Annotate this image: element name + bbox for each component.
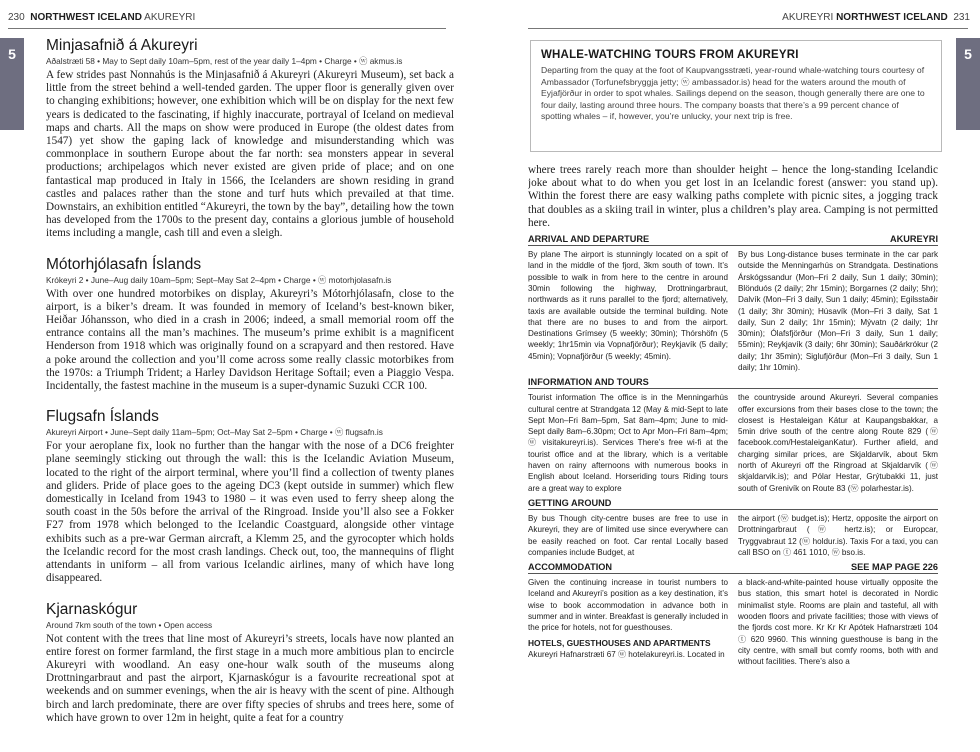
section-body: For your aeroplane fix, look no further than the hangar with the nose of a DC6 freighter plane seemingly sticking out through the wall: this is the Icelandic Aviation Museum, located to the right of the airport terminal, where you’ll find a collection of twenty planes and gliders. Pride of place goes to the ageing DC3 (kept outside in summer) which flew domestically in Iceland from 1943 to 1980 – it was even used to ferry sheep along the south coast in the 50s before the arrival of the Ringroad. Inside you’ll also see a Fokker F27 from 1978 which belonged to the Icelandic Coastguard, alongside other vintage exhibits such as a pre-war German aircraft, a Klemm 25, and the gyrocopter which holds the Icelandic record for the most crash landings. Check out, too, the mannequins of flight attendants in uniform – all from various Icelandic airlines, many of which have long disappeared.: [46, 440, 454, 585]
accommodation-col-1: Given the continuing increase in tourist numbers to Iceland and Akureyri’s position as a key destination, it’s wise to book accommodation in advance both in summer and in winter. Breakfast is generally included in the price for hotels, not for guesthouses.: [528, 578, 728, 633]
info-heading: INFORMATION AND TOURS: [528, 377, 938, 389]
arrival-col-2: By bus Long-distance buses terminate in the car park outside the Menningarhús on Strandgata. Destinations Árskógssandur (Mon–Fri 2 daily, Sun 1 daily; 30min); Blönduós (2 daily; 2hr 15min); Borgarnes (2 daily; 5hr); Dalvík (Mon–Fri 3 daily, Sun 1 daily; 45min); Egilsstaðir (1 daily; 3hr 30min); Húsavík (Mon–Fri 3 daily, Sat 1 daily, Sun 2 daily; 1hr 15min); Mývatn (2 daily; 1hr 30min); Ólafsfjörður (Mon–Fri 3 daily, Sun 1 daily; 55min); Reykjavík (3 daily; 6hr 30min); Sauðárkrókur (2 daily; 1hr 35min); Siglufjörður (Mon–Fri 3 daily, Sun 1 daily; 1hr 10min).: [738, 250, 938, 372]
getting-col-1: By bus Though city-centre buses are free to use in Akureyri, they are of limited use since everywhere can be easily reached on foot. Car rental Locally based companies include Budget, at: [528, 513, 728, 557]
right-column: [528, 164, 938, 750]
left-header-rule: [8, 28, 446, 29]
box-title: WHALE-WATCHING TOURS FROM AKUREYRI: [541, 49, 799, 61]
whale-watching-box: [530, 40, 942, 152]
right-header-region: NORTHWEST ICELAND: [836, 12, 948, 23]
section-title: Kjarnaskógur: [46, 600, 138, 618]
getting-heading: GETTING AROUND: [528, 498, 938, 510]
section-meta: Akureyri Airport • June–Sept daily 11am–5pm; Oct–May Sat 2–5pm • Charge • ⓦ flugsafn.is: [46, 427, 383, 438]
arrival-col-1: By plane The airport is stunningly located on a spit of land in the middle of the fjord, 3km south of town. It’s possible to walk in from here to the centre in around 30min following the highway, Drottningarbraut, northwards as it runs parallel to the fjord; alternatively, taxis are available outside the terminal building. Note that there are no buses to and from the airport. Destinations Grímsey (5 weekly; 30min); Thórshöfn (5 weekly; 1hr15min via Vopnafjörður); Reykjavík (5 daily; 45min); Vopnafjörður (5 weekly; 45min).: [528, 250, 728, 361]
left-running-header: [8, 12, 195, 23]
left-page-number: 230: [8, 12, 25, 23]
section-body: A few strides past Nonnahús is the Minjasafnið á Akureyri (Akureyri Museum), set back a little from the street behind a well-tended garden. The upper floor is generally given over to changing exhibitions; however, one exhibition which will be on display for the next few years is dedicated to the fascinating, if highly inaccurate, portrayal of Iceland on medieval maps and charts. All the maps on show were produced in Europe (the oldest dates from 1547) yet show the gaping lack of knowledge and misunderstanding which was commonplace in southern Europe about the far north: sea monsters appear in several productions; archipelagos which never existed are given pride of place; and on one fantastical map produced in Italy in 1566, the Icelanders are shown residing in grand castles and palaces rather than the stone and turf huts which prevailed at that time. Downstairs, an exhibition entitled “Akureyri, the town by the bay”, detailing how the town has developed from the 1700s to the present day, contains a glorious jumble of household items including a mangle, cash till and even a sleigh.: [46, 69, 454, 240]
arrival-heading: ARRIVAL AND DEPARTURE AKUREYRI: [528, 234, 938, 245]
left-chapter-tab: 5: [0, 38, 24, 130]
section-meta: Around 7km south of the town • Open access: [46, 619, 213, 630]
info-col-2: the countryside around Akureyri. Several companies offer excursions from their bases close to the town; the closest is Hestaleigan Kátur at Kaupangsbakkar, a 5min drive south of the centre along Route 829 (ⓦ facebook.com/HestaleiganKatur). Further afield, and charging similar prices, are Skjaldarvík, about 5km north of Akureyri off the Ringroad at Skjaldarvík (ⓦ skjaldarvik.is); and Pólar Hestar, Grýtubakki 11, just south of Grenivík on Route 83 (ⓦ polarhestar.is).: [738, 393, 938, 493]
right-header-town: AKUREYRI: [782, 12, 834, 23]
arrival-columns: [528, 249, 938, 373]
accommodation-col-1b: Akureyri Hafnarstræti 67 ⓦ hotelakureyri.is. Located in: [528, 649, 725, 659]
info-columns: [528, 392, 938, 494]
accommodation-col-2: a black-and-white-painted house virtually opposite the bus station, this smart hotel is decorated in Nordic minimalist style. Rooms are plain and tasteful, all with wooden floors and private facilities; those with views of the fjords cost more. Kr Kr Kr Apótek Hafnarstræti 104 ⓣ 620 9960. This winning guesthouse is bang in the city centre, with small but comfy rooms, both with and without facilities. There’s also a: [738, 578, 938, 667]
section-title: Mótorhjólasafn Íslands: [46, 255, 202, 273]
continuation-text: where trees rarely reach more than shoulder height – hence the long-standing Icelandic joke about what to do when you get lost in an Icelandic forest (answer: you stand up). Within the forest there are easy walking paths complete with picnic sites, a jogging track that doubles as a skiing trail in winter, plus a children’s play area. Camping is not permitted here.: [528, 164, 938, 229]
getting-columns: [528, 513, 938, 558]
getting-col-2: the airport (ⓦ budget.is); Hertz, opposite the airport on Drottningarbraut (ⓦ hertz.is); or Europcar, Tryggvabraut 12 (ⓦ holdur.is). Taxis For a taxi, you can call BSO on ⓣ 461 1010, ⓦ bso.is.: [738, 513, 938, 557]
box-body: Departing from the quay at the foot of Kaupvangsstræti, year-round whale-watching tours courtesy of Ambassador (Torfunefsbryggja jetty; ⓦ ambassador.is) head for the waters around the mouth of Eyjafjörður in order to spot whales. Sailings depend on the season, though generally there are one to four daily, lasting around three hours. The company boasts that there’s a 99 percent chance of spotting whales – if, however, you’re unlucky, your next trip is free.: [541, 65, 925, 121]
right-running-header: [782, 12, 970, 23]
right-chapter-tab: 5: [956, 38, 980, 130]
section-meta: Krókeyri 2 • June–Aug daily 10am–5pm; Sept–May Sat 2–4pm • Charge • ⓦ motorhjolasafn.is: [46, 274, 392, 285]
left-header-region: NORTHWEST ICELAND: [30, 12, 142, 23]
info-col-1: Tourist information The office is in the Menningarhús cultural centre at Strandgata 12 (May & mid-Sept to late Sept Mon–Fri 8am–5pm, Sat 8am–4pm; June to mid-Sept daily 8am–6.30pm; Oct to Apr Mon–Fri 8am–4pm; ⓦ visitakureyri.is). Services There’s free wi-fi at the tourist office and at the library, which is a veritable haven on rainy afternoons with numerous books in English about Iceland. Horseriding tours Riding tours are a great way to explore: [528, 393, 728, 493]
section-meta: Aðalstræti 58 • May to Sept daily 10am–5pm, rest of the year daily 1–4pm • Charge • ⓦ akmus.is: [46, 56, 403, 66]
accommodation-subheading: HOTELS, GUESTHOUSES AND APARTMENTS: [528, 637, 711, 648]
right-header-rule: [528, 28, 968, 29]
accommodation-heading: ACCOMMODATION SEE MAP PAGE 226: [528, 562, 938, 573]
right-page-number: 231: [953, 12, 970, 23]
section-title: Flugsafn Íslands: [46, 408, 159, 426]
section-body: With over one hundred motorbikes on display, Akureyri’s Mótorhjólasafn, close to the airport, is a biker’s dream. It was founded in memory of Iceland’s best-known biker, Heiðar Jóhansson, who died in a crash in 2006; indeed, a small memorial room off the entrance contains all the man’s machines. The museum’s prime exhibit is a magnificent Henderson from 1918 which was originally found on a scrapyard and then restored. Have a poke around the collection and you’ll come across some really classic motorbikes from the 1970s: a Triumph Trident; a Harley Davidson Heritage Softail; even a Piaggio Vespa. Incidentally, the fastest machine in the museum is a super-dynamic Suzuki CCR 100.: [46, 287, 454, 393]
right-page: [490, 0, 980, 752]
left-column: [46, 36, 454, 748]
accommodation-columns: [528, 577, 938, 667]
section-body: Not content with the trees that line most of Akureyri’s streets, locals have now planted an entire forest on former farmland, the first stage in a much more ambitious plan to encircle Akureyri with woodland. An easy one-hour walk south of the museums along Drottningarbraut and past the airport, Kjarnaskógur is a favourite recreational spot at weekends and on summer evenings, when the air is heavy with the scent of pine. Although birch and larch predominate, there are over fifty species of shrubs and trees here, some of which have grown to over 12m in height, quite a feat for a country: [46, 632, 454, 724]
left-header-town: AKUREYRI: [144, 12, 196, 23]
section-title: Minjasafnið á Akureyri: [46, 37, 198, 54]
